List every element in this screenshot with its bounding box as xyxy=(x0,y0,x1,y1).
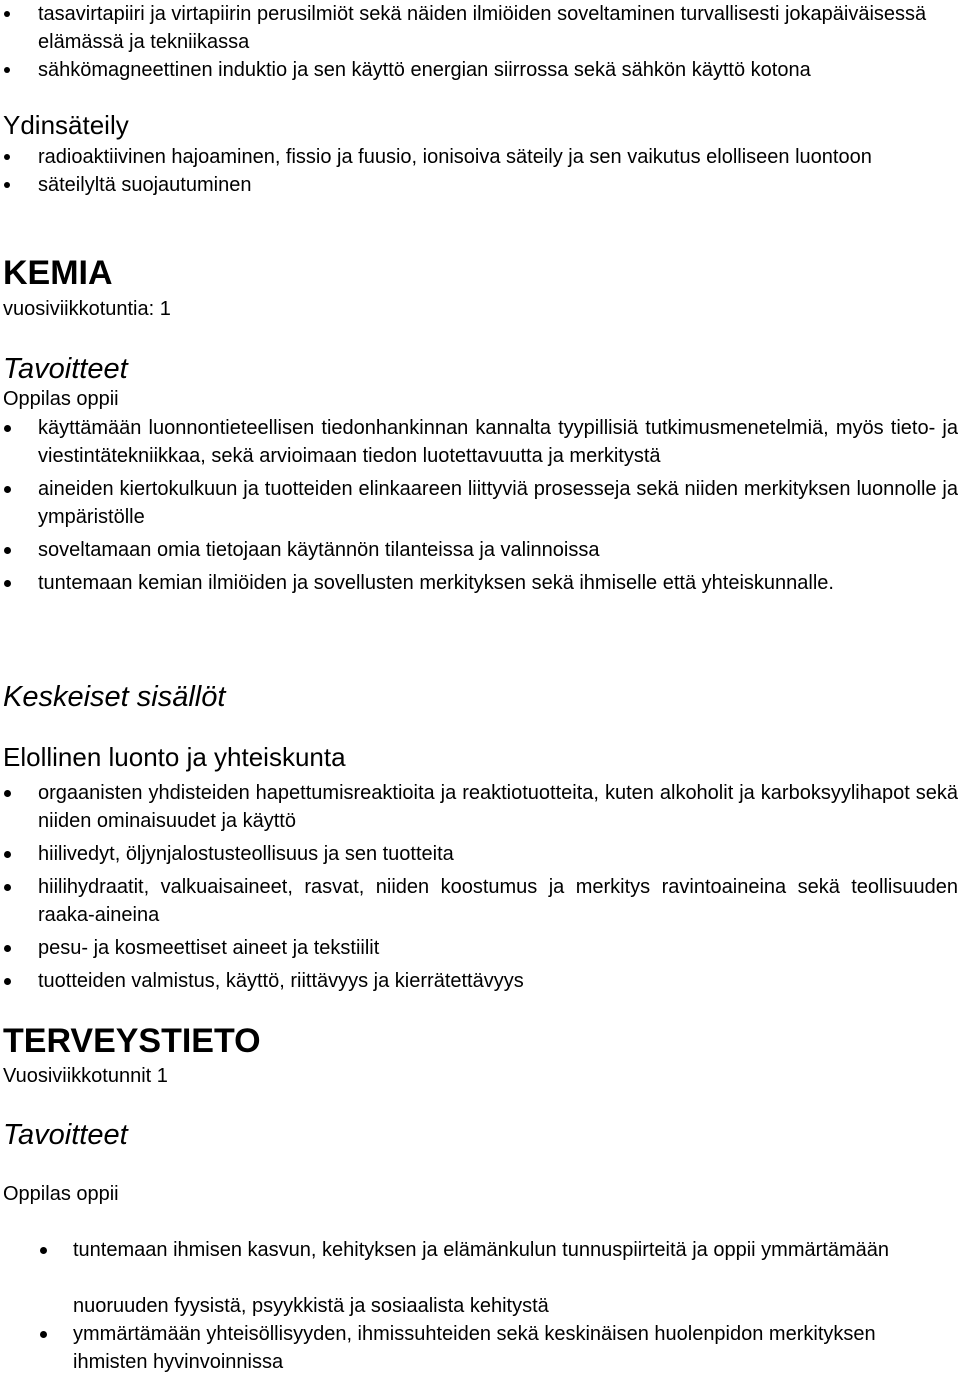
goals-heading-terveystieto: Tavoitteet xyxy=(3,1119,128,1151)
terveystieto-goals-list xyxy=(0,1236,900,1264)
goals-intro-terveystieto: Oppilas oppii xyxy=(3,1183,119,1205)
list-item: ymmärtämään yhteisöllisyyden, ihmissuhteiden sekä keskinäisen huolenpidon merkityksen ihmisten hyvinvoinnissa xyxy=(0,1320,900,1376)
content-heading-kemia: Keskeiset sisällöt xyxy=(3,681,226,713)
subject-title-terveystieto: TERVEYSTIETO xyxy=(3,1022,261,1060)
list-item: tuntemaan kemian ilmiöiden ja sovellusten merkityksen sekä ihmiselle että yhteiskunnalle. xyxy=(0,569,958,597)
kemia-contents-list xyxy=(0,779,958,995)
goals-intro-kemia: Oppilas oppii xyxy=(3,388,119,410)
list-item: tuntemaan ihmisen kasvun, kehityksen ja elämänkulun tunnuspiirteitä ja oppii ymmärtämään xyxy=(0,1236,900,1264)
list-item-continuation: nuoruuden fyysistä, psyykkistä ja sosiaalista kehitystä xyxy=(73,1295,549,1317)
section-heading-ydinsateily: Ydinsäteily xyxy=(3,110,129,140)
list-item: käyttämään luonnontieteellisen tiedonhankinnan kannalta tyypillisiä tutkimusmenetelmiä, myös tieto- ja viestintätekniikkaa, sekä arvioimaan tiedon luotettavuutta ja merkitystä xyxy=(0,414,958,470)
physics-electricity-list xyxy=(0,0,958,84)
list-item: säteilyltä suojautuminen xyxy=(0,171,958,199)
list-item: pesu- ja kosmeettiset aineet ja tekstiilit xyxy=(0,934,958,962)
list-item: radioaktiivinen hajoaminen, fissio ja fuusio, ionisoiva säteily ja sen vaikutus elolliseen luontoon xyxy=(0,143,958,171)
section-heading-elollinen: Elollinen luonto ja yhteiskunta xyxy=(3,742,346,772)
ydinsateily-list xyxy=(0,143,958,199)
list-item: tuotteiden valmistus, käyttö, riittävyys ja kierrätettävyys xyxy=(0,967,958,995)
list-item: hiilivedyt, öljynjalostusteollisuus ja sen tuotteita xyxy=(0,840,958,868)
terveystieto-goals-list-2 xyxy=(0,1320,900,1376)
weekly-hours-terveystieto: Vuosiviikkotunnit 1 xyxy=(3,1065,168,1087)
list-item: soveltamaan omia tietojaan käytännön tilanteissa ja valinnoissa xyxy=(0,536,958,564)
list-item: aineiden kiertokulkuun ja tuotteiden elinkaareen liittyviä prosesseja sekä niiden merkityksen luonnolle ja ympäristölle xyxy=(0,475,958,531)
list-item: tasavirtapiiri ja virtapiirin perusilmiöt sekä näiden ilmiöiden soveltaminen turvallisesti jokapäiväisessä elämässä ja tekniikassa xyxy=(0,0,958,56)
list-item: hiilihydraatit, valkuaisaineet, rasvat, niiden koostumus ja merkitys ravintoaineina sekä teollisuuden raaka-aineina xyxy=(0,873,958,929)
list-item: sähkömagneettinen induktio ja sen käyttö energian siirrossa sekä sähkön käyttö kotona xyxy=(0,56,958,84)
kemia-goals-list xyxy=(0,414,958,597)
subject-title-kemia: KEMIA xyxy=(3,254,113,292)
goals-heading-kemia: Tavoitteet xyxy=(3,353,128,385)
weekly-hours-kemia: vuosiviikkotuntia: 1 xyxy=(3,298,171,320)
list-item: orgaanisten yhdisteiden hapettumisreaktioita ja reaktiotuotteita, kuten alkoholit ja karboksyylihapot sekä niiden ominaisuudet ja käyttö xyxy=(0,779,958,835)
